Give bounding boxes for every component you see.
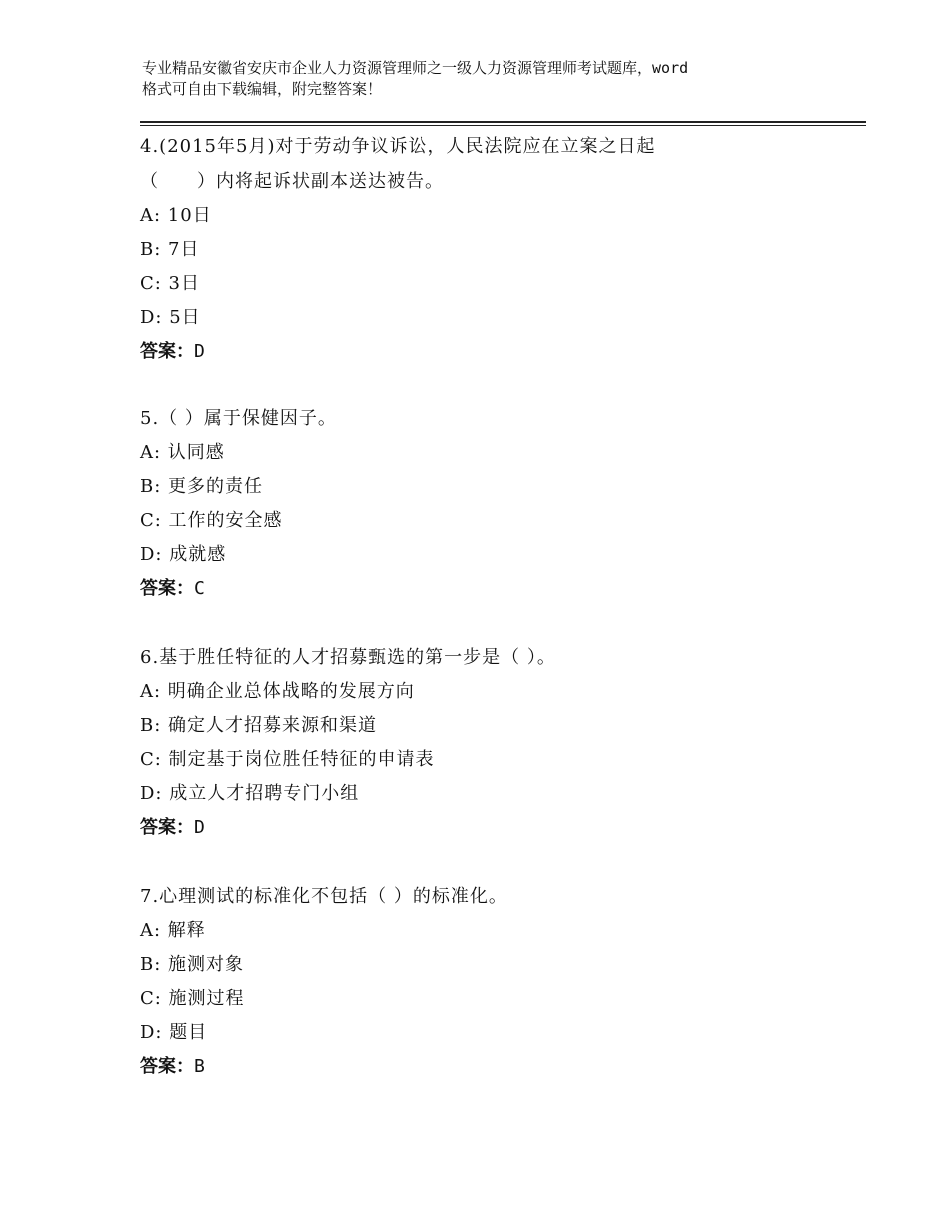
answer-label: 答案： xyxy=(140,1056,194,1077)
header-line-2: 格式可自由下载编辑，附完整答案！ xyxy=(142,80,383,98)
option-c: C: 施测过程 xyxy=(140,988,245,1009)
answer-value: D xyxy=(194,341,205,362)
answer-value: B xyxy=(194,1056,205,1077)
question-stem-continued: （ ）内将起诉状副本送达被告。 xyxy=(140,171,444,192)
option-b: B: 确定人才招募来源和渠道 xyxy=(140,715,378,736)
option-c: C: 工作的安全感 xyxy=(140,510,283,531)
answer-line xyxy=(140,813,205,839)
answer-label: 答案： xyxy=(140,817,194,838)
option-c: C: 制定基于岗位胜任特征的申请表 xyxy=(140,749,435,770)
question-stem: 4.(2015年5月)对于劳动争议诉讼，人民法院应在立案之日起 xyxy=(140,136,656,157)
answer-line xyxy=(140,337,205,363)
option-c: C: 3日 xyxy=(140,273,201,294)
option-d: D: 成就感 xyxy=(140,544,227,565)
answer-label: 答案： xyxy=(140,341,194,362)
option-b: B: 施测对象 xyxy=(140,954,245,975)
option-b: B: 7日 xyxy=(140,239,200,260)
option-a: A: 10日 xyxy=(140,205,212,226)
option-a: A: 解释 xyxy=(140,920,206,941)
answer-label: 答案： xyxy=(140,578,194,599)
option-d: D: 成立人才招聘专门小组 xyxy=(140,783,360,804)
answer-line xyxy=(140,1052,205,1078)
header-line-1: 专业精品安徽省安庆市企业人力资源管理师之一级人力资源管理师考试题库，word xyxy=(142,59,689,77)
question-stem: 5.（ ）属于保健因子。 xyxy=(140,408,337,429)
header-divider-thin xyxy=(140,125,866,126)
answer-line xyxy=(140,574,205,600)
option-b: B: 更多的责任 xyxy=(140,476,264,497)
answer-value: C xyxy=(194,578,205,599)
question-stem: 6.基于胜任特征的人才招募甄选的第一步是（ ）。 xyxy=(140,647,556,668)
option-d: D: 题目 xyxy=(140,1022,208,1043)
answer-value: D xyxy=(194,817,205,838)
header-divider-thick xyxy=(140,121,866,123)
option-a: A: 认同感 xyxy=(140,442,225,463)
option-d: D: 5日 xyxy=(140,307,201,328)
option-a: A: 明确企业总体战略的发展方向 xyxy=(140,681,415,702)
question-stem: 7.心理测试的标准化不包括（ ）的标准化。 xyxy=(140,886,508,907)
document-header xyxy=(142,58,842,100)
